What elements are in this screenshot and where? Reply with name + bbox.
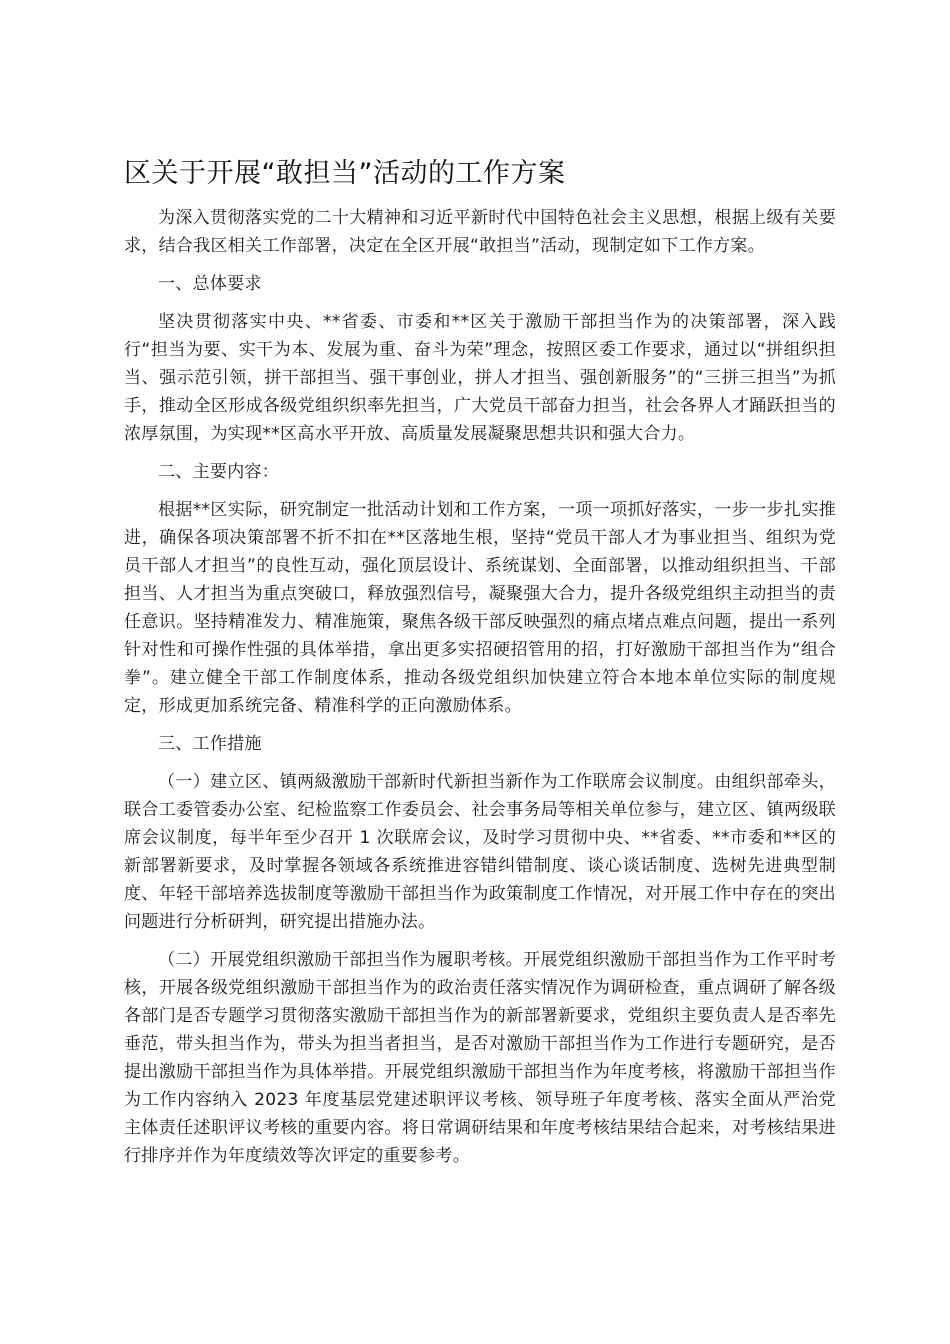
section-3-item-1: （一）建立区、镇两級激励干部新时代新担当新作为工作联席会议制度。由组织部牵头，联合工委管委办公室、纪检监察工作委员会、社会事务局等相关单位参与，建立区、镇两级联席会议制度，每半年至少召开 1 次联席会议，及时学习贯彻中央、**省委、**市委和**区的新部署新要求，及时掌握各领域各系统推进容错纠错制度、谈心谈话制度、选树先进典型制度、年轻干部培养选拔制度等激励干部担当作为政策制度工作情况，对开展工作中存在的突出问题进行分析研判，研究提出措施办法。 (124, 772, 836, 932)
document-page (124, 150, 836, 1180)
section-2-heading: 二、主要内容： (158, 462, 280, 482)
section-1-body: 坚决贯彻落实中央、**省委、市委和**区关于激励干部担当作为的决策部署，深入践行“担当为要、实干为本、发展为重、奋斗为荣”理念，按照区委工作要求，通过以“拼组织担当、强示范引领，拼干部担当、强干事创业，拼人才担当、强创新服务”的“三拼三担当”为抓手，推动全区形成各级党组织织率先担当，广大党员干部奋力担当，社会各界人才踊跃担当的浓厚氛围，为实现**区高水平开放、高质量发展凝聚思想共识和强大合力。 (124, 312, 836, 444)
section-3-item-2: （二）开展党组织激励干部担当作为履职考核。开展党组织激励干部担当作为工作平时考核，开展各级党组织激励干部担当作为的政治责任落实情况作为调研检查，重点调研了解各级各部门是否专题学习贯彻落实激励干部担当作为的新部署新要求，党组织主要负责人是否率先垂范，带头担当作为，带头为担当者担当，是否对激励干部担当作为工作进行专题研究，是否提出激励干部担当作为具体举措。开展党组织激励干部担当作为年度考核，将激励干部担当作为工作内容纳入 2023 年度基层党建述职评议考核、领导班子年度考核、落实全面从严治党主体责任述职评议考核的重要内容。将日常调研结果和年度考核结果结合起来，对考核结果进行排序并作为年度绩效等次评定的重要参考。 (124, 950, 836, 1166)
document-title: 区关于开展“敢担当”活动的工作方案 (124, 158, 566, 189)
section-3-heading: 三、工作措施 (158, 734, 262, 754)
section-1-heading: 一、总体要求 (158, 274, 262, 294)
intro-paragraph: 为深入贯彻落实党的二十大精神和习近平新时代中国特色社会主义思想，根据上级有关要求，结合我区相关工作部署，决定在全区开展“敢担当”活动，现制定如下工作方案。 (124, 208, 836, 256)
section-2-body: 根据**区实际，研究制定一批活动计划和工作方案，一项一项抓好落实，一步一步扎实推进，确保各项决策部署不折不扣在**区落地生根，坚持“党员干部人才为事业担当、组织为党员干部人才担当”的良性互动，强化顶层设计、系统谋划、全面部署，以推动组织担当、干部担当、人才担当为重点突破口，释放强烈信号，凝聚强大合力，提升各级党组织主动担当的责任意识。坚持精准发力、精准施策，聚焦各级干部反映强烈的痛点堵点难点问题，提出一系列针对性和可操作性强的具体举措，拿出更多实招硬招管用的招，打好激励干部担当作为“组合拳”。建立健全干部工作制度体系，推动各级党组织加快建立符合本地本单位实际的制度规定，形成更加系统完备、精准科学的正向激励体系。 (124, 500, 836, 716)
